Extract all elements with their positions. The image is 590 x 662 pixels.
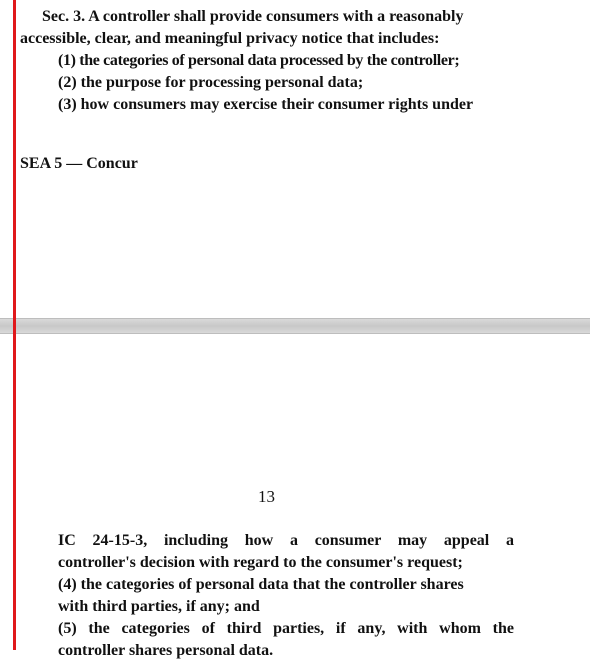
text-line: IC 24-15-3, including how a consumer may appeal a — [58, 532, 514, 549]
text-line: controller's decision with regard to the consumer's request; — [58, 554, 463, 571]
list-item-4: (4) the categories of personal data that the controller shares — [58, 576, 464, 593]
list-item-1: (1) the categories of personal data processed by the controller; — [58, 52, 460, 69]
list-item-2: (2) the purpose for processing personal data; — [58, 74, 364, 91]
page-footer: SEA 5 — Concur — [20, 155, 138, 172]
dotted-rule — [52, 0, 142, 3]
text-line: accessible, clear, and meaningful privacy notice that includes: — [20, 30, 440, 47]
section-heading-line: Sec. 3. A controller shall provide consumers with a reasonably — [42, 8, 464, 25]
list-item-5: (5) the categories of third parties, if any, with whom the — [58, 620, 514, 637]
page-break-gutter — [0, 318, 590, 334]
revision-bar — [13, 0, 16, 650]
page-number: 13 — [258, 487, 275, 506]
list-item-3: (3) how consumers may exercise their consumer rights under — [58, 96, 474, 113]
text-line: with third parties, if any; and — [58, 598, 260, 615]
text-line: controller shares personal data. — [58, 642, 274, 659]
